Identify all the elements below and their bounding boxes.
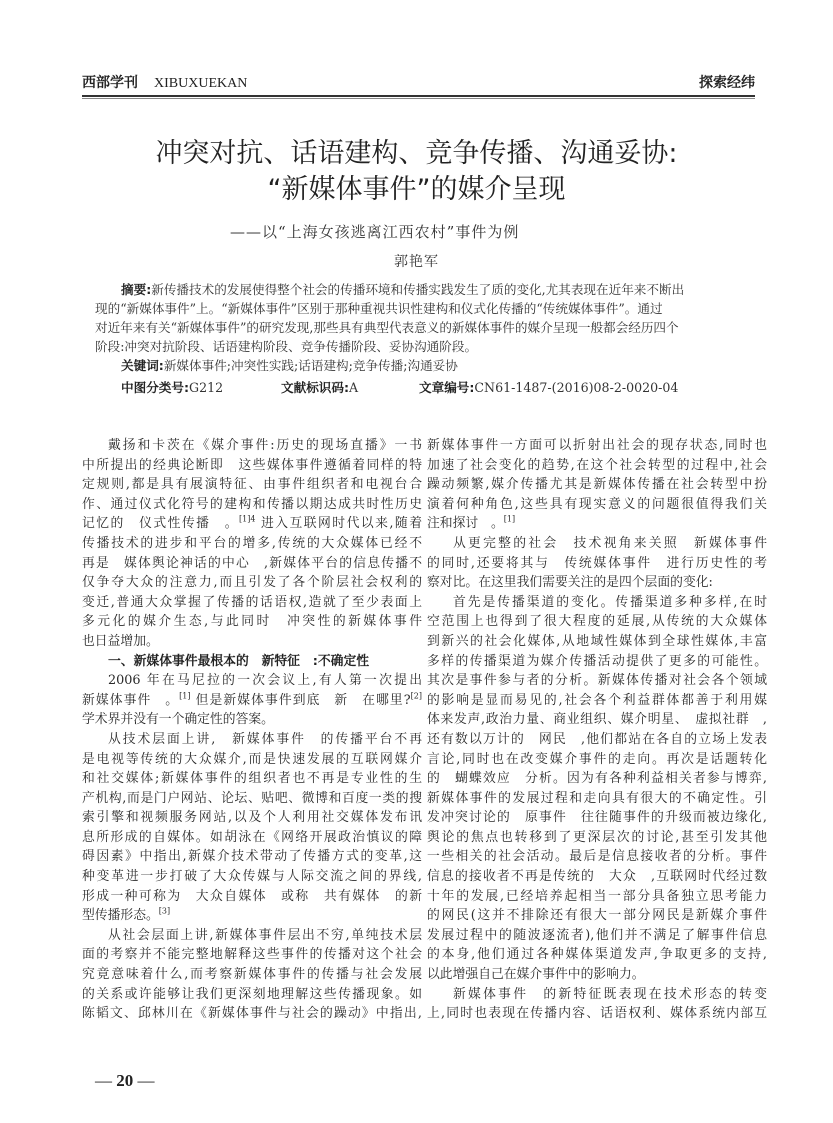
body-text-line: [82, 534, 422, 554]
line-text: 戴扬和卡茨在《媒介事件:历史的现场直播》一书: [108, 438, 422, 453]
line-text: 其次是事件参与者的分析。新媒体传播对社会各个领域: [427, 673, 767, 689]
body-text-line: [427, 750, 767, 770]
line-text: 种变革进一步打破了大众传媒与人际交流之间的界线,: [82, 869, 422, 885]
line-text: 传播技术的进步和平台的增多,传统的大众媒体已经不: [82, 535, 422, 551]
body-text-line: [82, 691, 422, 711]
abstract-label: 摘要:: [121, 282, 152, 297]
body-text-line: [82, 593, 422, 613]
page-number-value: 20: [116, 1071, 134, 1090]
body-text-line: [427, 632, 767, 652]
body-text-line: [82, 730, 422, 750]
article-number-field: [419, 378, 678, 397]
line-text: 形成一种可称为 大众自媒体 或称 共有媒体 的新: [82, 888, 422, 904]
keywords-label: 关键词:: [121, 358, 164, 373]
line-text: 变迁,普通大众掌握了传播的话语权,造就了至少表面上: [82, 594, 422, 610]
body-text-line: [427, 789, 767, 809]
line-text: 学术界并没有一个确定性的答案。: [82, 712, 274, 728]
line-text-tail: 但是新媒体事件到底 新 在哪里?: [190, 692, 411, 708]
line-text: 的本身,他们通过各种媒体渠道发声,争取更多的支持,: [427, 947, 767, 963]
line-text: 多元化的媒介生态,与此同时 冲突性的新媒体事件: [82, 614, 422, 630]
body-text-line: [427, 887, 767, 907]
line-text: 多样的传播渠道为媒介传播活动提供了更多的可能性。: [427, 653, 767, 669]
citation-marker: [3]: [158, 906, 171, 916]
body-text-line: [427, 475, 767, 495]
line-text: 体来发声,政治力量、商业组织、媒介明星、 虚拟社群 ,: [427, 712, 767, 728]
journal-name-cn: 西部学刊: [82, 75, 138, 91]
line-text: 的网民(这并不排除还有很大一部分网民是新媒介事件: [427, 908, 767, 924]
citation-marker: [2]: [410, 691, 422, 701]
clc-field: [121, 378, 223, 397]
line-text: 型传播形态。: [82, 908, 159, 924]
doc-code-value: A: [349, 380, 359, 395]
body-column-left: [82, 436, 422, 1024]
line-text: 产机构,而是门户网站、论坛、贴吧、微博和百度一类的搜: [82, 790, 422, 806]
body-text-line: [82, 906, 422, 926]
keywords-line: [95, 356, 760, 375]
line-text: 的 蝴蝶效应 分析。因为有各种利益相关者参与博弈,: [427, 771, 767, 787]
clc-label: 中图分类号:: [121, 380, 190, 395]
line-text: 首先是传播渠道的变化。传播渠道多种多样,在时: [453, 594, 767, 610]
journal-name: [82, 74, 247, 93]
line-text: 新媒体事件 。: [82, 692, 180, 708]
line-text-tail: 进入互联网时代以来,随着: [255, 516, 422, 532]
body-text-line: [427, 436, 767, 456]
page-number-dash-right: —: [137, 1071, 155, 1090]
abstract-text: 新传播技术的发展使得整个社会的传播环境和传播实践发生了质的变化,尤其表现在近年来不断出: [151, 282, 685, 297]
line-text: 的同时,还要将其与 传统媒体事件 进行历史性的考: [427, 555, 767, 571]
body-text-line: [427, 867, 767, 887]
body-text-line: [82, 965, 422, 985]
line-text: 也日益增加。: [82, 633, 159, 649]
line-text: 从技术层面上讲, 新媒体事件 的传播平台不再: [108, 731, 422, 747]
line-text: 新媒体事件的发展过程和走向具有很大的不确定性。引: [427, 790, 767, 806]
body-text-line: [427, 691, 767, 711]
line-text: 十年的发展,已经培养起相当一部分具备独立思考能力: [427, 888, 767, 904]
line-text: 再是 媒体舆论神话的中心 ,新媒体平台的信息传播不: [82, 555, 422, 571]
line-text: 从更完整的社会 技术视角来关照 新媒体事件: [453, 535, 767, 551]
body-text-line: [427, 769, 767, 789]
line-text: 信息的接收者不再是传统的 大众 ,互联网时代经过数: [427, 869, 767, 885]
body-text-line: [427, 945, 767, 965]
body-text-line: [427, 808, 767, 828]
body-text-line: [427, 514, 767, 534]
doc-code-field: [281, 378, 358, 397]
body-text-line: [427, 652, 767, 672]
citation-marker: [1]: [503, 515, 516, 525]
body-text-line: [427, 965, 767, 985]
body-text-line: [82, 789, 422, 809]
body-text-line: [427, 926, 767, 946]
body-text-line: [82, 456, 422, 476]
line-text: 躁动频繁,媒介传播尤其是新媒体传播在社会转型中扮: [427, 477, 767, 493]
line-text: 中所提出的经典论断即 这些媒体事件遵循着同样的特: [82, 457, 422, 473]
body-text-line: [82, 867, 422, 887]
article-title-line2: “新媒体事件”的媒介呈现: [267, 174, 566, 205]
line-text: 还有数以万计的 网民 ,他们都站在各自的立场上发表: [427, 731, 767, 747]
line-text: 新媒体事件 的新特征既表现在技术形态的转变: [453, 986, 767, 1002]
line-text: 面的考察并不能完整地解释这些事件的传播对这个社会: [82, 947, 422, 963]
line-text: 的影响是显而易见的,社会各个利益群体都善于利用媒: [427, 692, 767, 708]
body-text-line: [82, 926, 422, 946]
body-text-line: [82, 1004, 422, 1024]
line-text: 的关系或许能够让我们更深刻地理解这些传播现象。如: [82, 986, 422, 1002]
body-text-line: [427, 985, 767, 1005]
line-text: 和社交媒体;新媒体事件的组织者也不再是专业性的生: [82, 771, 422, 787]
line-text: 索引擎和视频服务网站,以及个人利用社交媒体发布讯: [82, 810, 422, 826]
body-text-line: [427, 671, 767, 691]
article-title-line1: 冲突对抗、话语建构、竞争传播、沟通妥协:: [155, 138, 678, 169]
author-name: 郭艳军: [394, 254, 439, 270]
line-text: 是电视等传统的大众媒介,而是快速发展的互联网媒介: [82, 751, 422, 767]
line-text: 息所形成的自媒体。如胡泳在《网络开展政治慎议的障: [82, 829, 422, 845]
line-text: 到新兴的社会化媒体,从地域性媒体到全球性媒体,丰富: [427, 633, 767, 649]
body-text-line: [427, 456, 767, 476]
line-text: 陈韬文、邱林川在《新媒体事件与社会的躁动》中指出,: [82, 1006, 422, 1022]
line-text: 舆论的焦点也转移到了更深层次的讨论,甚至引发其他: [427, 829, 767, 845]
header-rule-thick: [82, 95, 755, 97]
body-text-line: [427, 906, 767, 926]
body-text-line: [427, 495, 767, 515]
page-number: [95, 1070, 155, 1092]
body-text-line: [427, 828, 767, 848]
line-text: 加速了社会变化的趋势,在这个社会转型的过程中,社会: [427, 457, 767, 473]
classification-row: [121, 378, 833, 397]
body-text-line: [427, 593, 767, 613]
body-text-line: [427, 573, 767, 593]
body-text-line: [82, 945, 422, 965]
citation-marker: [1]4: [238, 515, 256, 525]
line-text: 作、通过仪式化符号的建构和传播以期达成共时性历史: [82, 496, 422, 512]
header-rule-thin: [82, 98, 755, 99]
body-text-line: [82, 612, 422, 632]
body-text-line: [82, 514, 422, 534]
line-text: 空范围上也得到了很大程度的延展,从传统的大众媒体: [427, 614, 767, 630]
body-text-line: [82, 475, 422, 495]
citation-marker: [1]: [179, 691, 191, 701]
clc-value: G212: [189, 380, 224, 395]
body-text-line: [427, 1004, 767, 1024]
body-text-line: [427, 534, 767, 554]
journal-name-en: XIBUXUEKAN: [154, 76, 248, 91]
line-text: 上,同时也表现在传播内容、话语权利、媒体系统内部互: [427, 1006, 767, 1022]
line-text: 发冲突讨论的 原事件 往往随事件的升级而被边缘化,: [427, 810, 767, 826]
abstract-line: 现的“新媒体事件”上。“新媒体事件”区别于那种重视共识性建构和仪式化传播的“传统媒体事件”。通过: [95, 301, 663, 316]
body-text-line: [82, 554, 422, 574]
body-text-line: [82, 750, 422, 770]
body-text-line: [427, 612, 767, 632]
running-header: [82, 74, 755, 94]
body-text-line: [82, 808, 422, 828]
body-text-line: [82, 573, 422, 593]
body-text-line: [82, 632, 422, 652]
abstract-line: [95, 280, 760, 299]
abstract-line: 对近年来有关“新媒体事件”的研究发现,那些具有典型代表意义的新媒体事件的媒介呈现一般都会经历四个: [95, 320, 679, 335]
front-matter: [0, 136, 833, 397]
body-text-line: [82, 985, 422, 1005]
body-text-line: [82, 847, 422, 867]
page-number-dash-left: —: [95, 1071, 112, 1090]
line-text: 以此增强自己在媒介事件中的影响力。: [427, 967, 645, 983]
body-text-line: [427, 554, 767, 574]
keywords-value: 新媒体事件;冲突性实践;话语建构;竞争传播;沟通妥协: [163, 358, 458, 373]
section-heading: [82, 652, 422, 672]
line-text: 2006 年在马尼拉的一次会议上,有人第一次提出: [108, 673, 422, 689]
abstract-line: 阶段:冲突对抗阶段、话语建构阶段、竞争传播阶段、妥协沟通阶段。: [95, 339, 478, 354]
body-text-line: [427, 730, 767, 750]
section-name: 探索经纬: [699, 75, 755, 91]
line-text: 一些相关的社会活动。最后是信息接收者的分析。事件: [427, 849, 767, 865]
doc-code-label: 文献标识码:: [281, 380, 350, 395]
line-text: 演着何种角色,这些具有现实意义的问题很值得我们关: [427, 496, 767, 512]
body-text-line: [427, 710, 767, 730]
body-column-right: [427, 436, 767, 1024]
article-number-label: 文章编号:: [419, 380, 475, 395]
line-text: 从社会层面上讲,新媒体事件层出不穷,单纯技术层: [108, 927, 422, 943]
line-text: 言论,同时也在改变媒介事件的走向。再次是话题转化: [427, 751, 767, 767]
line-text: 注和探讨 。: [427, 516, 504, 532]
body-text-line: [82, 495, 422, 515]
line-text: 记忆的 仪式性传播 。: [82, 516, 239, 532]
line-text: 究竟意味着什么,而考察新媒体事件的传播与社会发展: [82, 967, 422, 983]
body-text-line: [82, 887, 422, 907]
line-text: 碍因素》中指出,新媒介技术带动了传播方式的变革,这: [82, 849, 422, 865]
article-number-value: CN61-1487-(2016)08-2-0020-04: [474, 380, 679, 395]
body-text-line: [82, 671, 422, 691]
article-subtitle: ——以“上海女孩逃离江西农村”事件为例: [230, 223, 520, 241]
body-text-line: [82, 710, 422, 730]
line-text: 新媒体事件一方面可以折射出社会的现存状态,同时也: [427, 438, 767, 453]
abstract: [95, 280, 760, 375]
line-text: 发展过程中的随波逐流者),他们并不满足了解事件信息: [427, 927, 767, 943]
body-text-line: [82, 828, 422, 848]
line-text: 察对比。在这里我们需要关注的是四个层面的变化:: [427, 575, 713, 591]
line-text: 定规则,都是具有展演特征、由事件组织者和电视台合: [82, 477, 422, 493]
line-text: 仅争夺大众的注意力,而且引发了各个阶层社会权利的: [82, 575, 422, 591]
body-text-line: [82, 436, 422, 456]
body-text-line: [427, 847, 767, 867]
line-text: 一、新媒体事件最根本的 新特征 :不确定性: [108, 653, 370, 669]
body-text-line: [82, 769, 422, 789]
